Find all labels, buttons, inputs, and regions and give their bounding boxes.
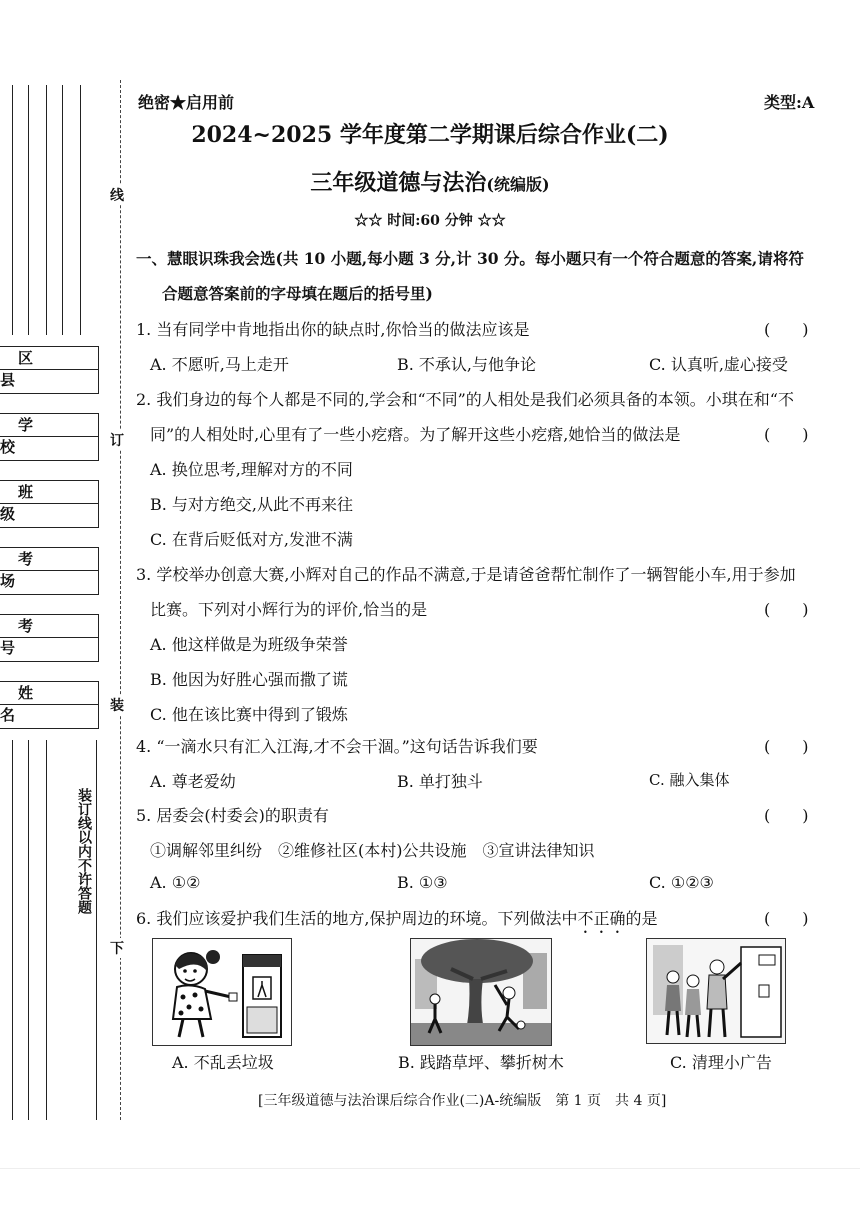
q2-option-c: C. 在背后贬低对方,发泄不满	[150, 530, 353, 549]
q4-option-c: C. 融入集体	[649, 771, 730, 789]
answer-box[interactable]: ( )	[764, 806, 809, 825]
subject-title: 三年级道德与法治(统编版)	[310, 170, 550, 196]
question-3: 3. 学校举办创意大赛,小辉对自己的作品不满意,于是请爸爸帮忙制作了一辆智能小车,用于参加	[136, 565, 796, 584]
illustration-b	[410, 938, 552, 1046]
page-title: 2024~2025 学年度第二学期课后综合作业(二)	[191, 122, 669, 148]
paper-type: 类型:A	[764, 93, 815, 112]
field-exam-room[interactable]: 考 场	[0, 547, 99, 595]
caption-b: B. 践踏草坪、攀折树木	[398, 1053, 564, 1072]
q2-option-b: B. 与对方绝交,从此不再来往	[150, 495, 354, 514]
question-5: 5. 居委会(村委会)的职责有	[136, 806, 329, 825]
q1-option-a: A. 不愿听,马上走开	[150, 355, 289, 374]
answer-box[interactable]: ( )	[764, 737, 809, 756]
section-heading-cont: 合题意答案前的字母填在题后的括号里)	[162, 284, 433, 303]
exam-time: ☆☆ 时间:60 分钟 ☆☆	[354, 213, 506, 229]
bind-char-xian: 线	[110, 185, 124, 205]
question-4: 4. “一滴水只有汇入江海,才不会干涸。”这句话告诉我们要	[136, 737, 538, 756]
q5-option-b: B. ①③	[397, 873, 448, 892]
q3-option-c: C. 他在该比赛中得到了锻炼	[150, 705, 348, 724]
bind-char-zhuang: 装	[110, 695, 124, 715]
bind-char-ding: 订	[110, 430, 124, 450]
q1-option-c: C. 认真听,虚心接受	[649, 355, 788, 374]
margin-line	[96, 740, 97, 1120]
tree-kids-icon	[411, 939, 551, 1045]
illustration-a	[152, 938, 292, 1046]
page-bottom-divider	[0, 1168, 860, 1169]
page-footer: [三年级道德与法治课后综合作业(二)A-统编版 第 1 页 共 4 页]	[258, 1093, 667, 1109]
margin-line	[46, 740, 47, 1120]
question-2: 2. 我们身边的每个人都是不同的,学会和“不同”的人相处是我们必须具备的本领。小琪在和“不	[136, 390, 794, 409]
field-exam-number[interactable]: 考 号	[0, 614, 99, 662]
question-3-cont: 比赛。下列对小辉行为的评价,恰当的是	[150, 600, 428, 619]
answer-box[interactable]: ( )	[764, 600, 809, 619]
question-2-cont: 同”的人相处时,心里有了一些小疙瘩。为了解开这些小疙瘩,她恰当的做法是	[150, 425, 681, 444]
illustration-c	[646, 938, 786, 1044]
bind-char-xia: 下	[110, 938, 124, 958]
q3-option-a: A. 他这样做是为班级争荣誉	[150, 635, 348, 654]
binding-notice: 装订线以内不许答题	[62, 788, 96, 914]
field-school[interactable]: 学 校	[0, 413, 99, 461]
girl-trash-icon	[153, 939, 291, 1045]
margin-line	[28, 740, 29, 1120]
q4-option-a: A. 尊老爱幼	[150, 772, 236, 791]
field-district[interactable]: 区 县	[0, 346, 99, 394]
confidential-label: 绝密★启用前	[138, 93, 235, 112]
answer-box[interactable]: ( )	[764, 909, 809, 928]
q5-option-c: C. ①②③	[649, 873, 714, 892]
q5-option-a: A. ①②	[150, 873, 201, 892]
emphasis-text: 不正确	[577, 909, 626, 928]
binding-line	[120, 80, 121, 1120]
question-6: 6. 我们应该爱护我们生活的地方,保护周边的环境。下列做法中不正确的是	[136, 909, 658, 928]
q4-option-b: B. 单打独斗	[397, 772, 483, 791]
margin-line	[12, 740, 13, 1120]
question-1: 1. 当有同学中肯地指出你的缺点时,你恰当的做法应该是	[136, 320, 530, 339]
field-class[interactable]: 班 级	[0, 480, 99, 528]
q2-option-a: A. 换位思考,理解对方的不同	[150, 460, 353, 479]
answer-box[interactable]: ( )	[764, 425, 809, 444]
field-name[interactable]: 姓 名	[0, 681, 99, 729]
answer-box[interactable]: ( )	[764, 320, 809, 339]
q3-option-b: B. 他因为好胜心强而撒了谎	[150, 670, 348, 689]
q5-items: ①调解邻里纠纷 ②维修社区(本村)公共设施 ③宣讲法律知识	[150, 841, 595, 860]
section-heading: 一、慧眼识珠我会选(共 10 小题,每小题 3 分,计 30 分。每小题只有一个符合题意的答案,请将符	[136, 249, 804, 268]
q1-option-b: B. 不承认,与他争论	[397, 355, 537, 374]
clean-ads-icon	[647, 939, 785, 1043]
caption-c: C. 清理小广告	[670, 1053, 772, 1072]
caption-a: A. 不乱丢垃圾	[172, 1053, 274, 1072]
